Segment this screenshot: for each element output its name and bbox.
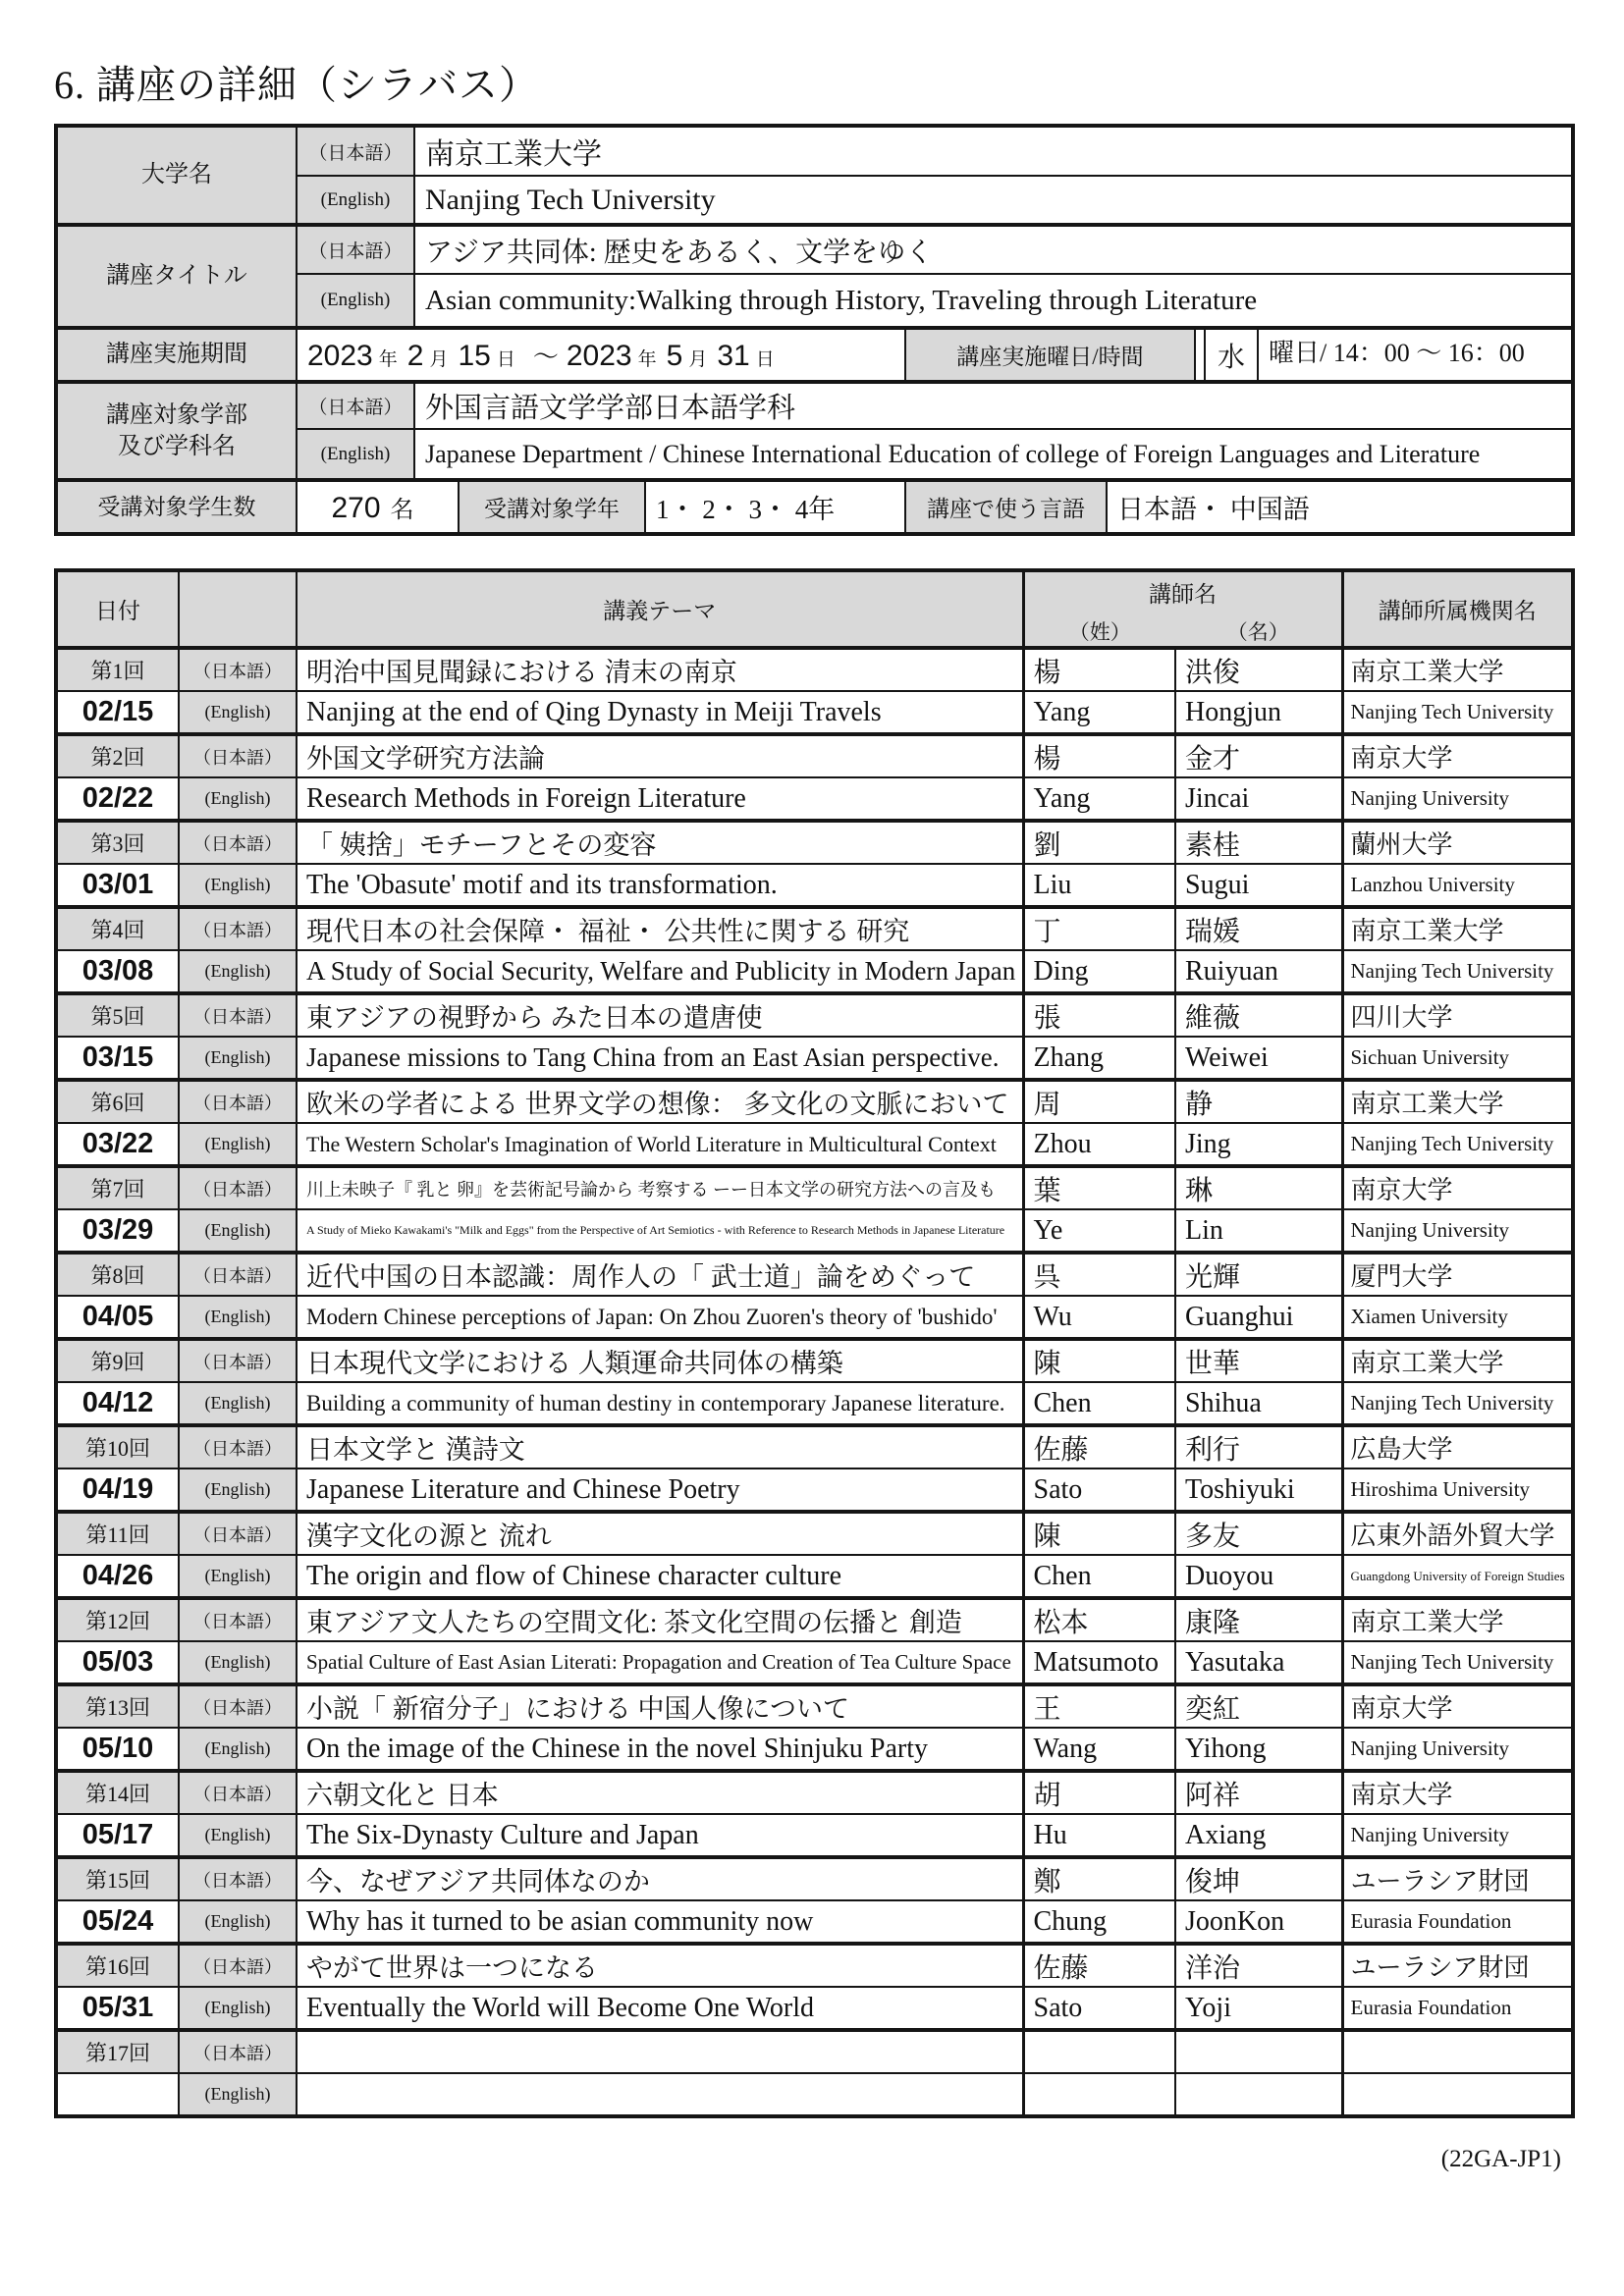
lecturer-sei-jp: 陳	[1023, 1512, 1175, 1555]
organization-jp: 南京工業大学	[1342, 1080, 1573, 1123]
lecturer-sei-jp: 松本	[1023, 1598, 1175, 1641]
lecturer-mei-jp: 俊坤	[1175, 1857, 1342, 1900]
university-label: 大学名	[56, 126, 297, 225]
lecturer-sei-en: Chen	[1023, 1382, 1175, 1425]
lecturer-mei-en: Jincai	[1175, 777, 1342, 821]
lecturer-mei-jp: 光輝	[1175, 1253, 1342, 1296]
lang-tag-en: (English)	[179, 1037, 297, 1080]
lecturer-sei-jp: 陳	[1023, 1339, 1175, 1382]
lecturer-sei-en: Ding	[1023, 950, 1175, 993]
lecturer-sei-en: Ye	[1023, 1209, 1175, 1253]
organization-jp: 南京大学	[1342, 1166, 1573, 1209]
course-language-value: 日本語・ 中国語	[1107, 480, 1573, 534]
session-theme-en: The origin and flow of Chinese character culture	[297, 1555, 1023, 1598]
lecturer-mei-en: Shihua	[1175, 1382, 1342, 1425]
lecturer-sei-jp: 佐藤	[1023, 1425, 1175, 1468]
session-number: 第16回	[56, 1944, 179, 1987]
lecturer-sei-en: Liu	[1023, 864, 1175, 907]
lang-tag-en: (English)	[297, 274, 414, 328]
course-title-jp: アジア共同体: 歴史をあるく、文学をゆく	[414, 225, 1573, 274]
session-number: 第10回	[56, 1425, 179, 1468]
organization-jp: 四川大学	[1342, 993, 1573, 1037]
organization-en	[1342, 2073, 1573, 2116]
organization-en: Nanjing University	[1342, 1814, 1573, 1857]
organization-jp	[1342, 2030, 1573, 2073]
lang-tag-en: (English)	[297, 429, 414, 480]
lang-tag-jp: （日本語）	[179, 993, 297, 1037]
organization-jp: ユーラシア財団	[1342, 1857, 1573, 1900]
lang-tag-jp: （日本語）	[297, 225, 414, 274]
lecturer-sei-jp: 周	[1023, 1080, 1175, 1123]
lecturer-sei-jp	[1023, 2030, 1175, 2073]
organization-jp: 南京大学	[1342, 734, 1573, 777]
department-label: 講座対象学部 及び学科名	[56, 382, 297, 480]
lecturer-mei-jp: 世華	[1175, 1339, 1342, 1382]
lang-tag-jp: （日本語）	[179, 1598, 297, 1641]
department-jp: 外国言語文学学部日本語学科	[414, 382, 1573, 429]
session-theme-jp: 近代中国の日本認識：周作人の「 武士道」論をめぐって	[297, 1253, 1023, 1296]
lang-tag-jp: （日本語）	[179, 2030, 297, 2073]
session-theme-en: The 'Obasute' motif and its transformation.	[297, 864, 1023, 907]
session-theme-en: Building a community of human destiny in contemporary Japanese literature.	[297, 1382, 1023, 1425]
organization-jp: 蘭州大学	[1342, 821, 1573, 864]
period-end-day: 31	[717, 340, 750, 372]
session-theme-en	[297, 2073, 1023, 2116]
session-date: 05/03	[56, 1641, 179, 1684]
course-title-label: 講座タイトル	[56, 225, 297, 328]
lang-tag-en: (English)	[179, 1987, 297, 2030]
period-value: 2023 年 2 月 15 日 ～ 2023 年 5 月 31 日	[297, 328, 905, 382]
lang-tag-jp: （日本語）	[179, 648, 297, 691]
session-date: 03/01	[56, 864, 179, 907]
lang-tag-en: (English)	[179, 864, 297, 907]
lecturer-sei-en: Sato	[1023, 1468, 1175, 1512]
session-theme-jp: 「 姨捨」モチーフとその変容	[297, 821, 1023, 864]
lecturer-mei-jp: 多友	[1175, 1512, 1342, 1555]
session-number: 第4回	[56, 907, 179, 950]
session-date: 04/26	[56, 1555, 179, 1598]
lang-tag-jp: （日本語）	[179, 1684, 297, 1728]
session-theme-en: The Western Scholar's Imagination of World Literature in Multicultural Context	[297, 1123, 1023, 1166]
lecturer-mei-en: Hongjun	[1175, 691, 1342, 734]
header-sei: （姓）	[1068, 620, 1131, 644]
organization-jp: ユーラシア財団	[1342, 1944, 1573, 1987]
organization-en: Nanjing University	[1342, 1728, 1573, 1771]
lang-tag-jp: （日本語）	[179, 1857, 297, 1900]
lecturer-sei-jp: 呉	[1023, 1253, 1175, 1296]
session-date: 03/22	[56, 1123, 179, 1166]
lecturer-mei-en: Weiwei	[1175, 1037, 1342, 1080]
university-name-en: Nanjing Tech University	[414, 176, 1573, 225]
session-theme-jp: 川上未映子『 乳と 卵』を芸術記号論から 考察する ーー日本文学の研究方法への言及も	[297, 1166, 1023, 1209]
organization-en: Nanjing Tech University	[1342, 950, 1573, 993]
lang-tag-en: (English)	[179, 2073, 297, 2116]
lang-tag-en: (English)	[179, 1296, 297, 1339]
session-number: 第7回	[56, 1166, 179, 1209]
course-language-label: 講座で使う言語	[905, 480, 1107, 534]
lang-tag-en: (English)	[179, 777, 297, 821]
session-date: 02/22	[56, 777, 179, 821]
organization-en: Nanjing Tech University	[1342, 1382, 1573, 1425]
lecturer-sei-jp: 楊	[1023, 734, 1175, 777]
lecturer-sei-en: Chung	[1023, 1900, 1175, 1944]
lecturer-mei-jp: 金才	[1175, 734, 1342, 777]
lang-tag-jp: （日本語）	[179, 1166, 297, 1209]
grade-value: 1・ 2・ 3・ 4年	[645, 480, 905, 534]
session-theme-en: A Study of Mieko Kawakami's "Milk and Eggs" from the Perspective of Art Semiotics - with Reference to Research Methods in Japanese Literature	[297, 1209, 1023, 1253]
lang-tag-en: (English)	[179, 1900, 297, 1944]
organization-jp: 南京工業大学	[1342, 1598, 1573, 1641]
session-theme-en: Why has it turned to be asian community now	[297, 1900, 1023, 1944]
lecturer-sei-jp: 鄭	[1023, 1857, 1175, 1900]
session-theme-jp: やがて世界は一つになる	[297, 1944, 1023, 1987]
organization-jp: 広東外語外貿大学	[1342, 1512, 1573, 1555]
header-lecturer: 講師名 （姓） （名）	[1023, 570, 1342, 648]
lecturer-mei-jp: 阿祥	[1175, 1771, 1342, 1814]
organization-jp: 南京大学	[1342, 1684, 1573, 1728]
header-organization: 講師所属機関名	[1342, 570, 1573, 648]
organization-jp: 南京工業大学	[1342, 907, 1573, 950]
session-number: 第3回	[56, 821, 179, 864]
session-theme-en: Research Methods in Foreign Literature	[297, 777, 1023, 821]
time-text: 曜日/ 14：00 ～ 16：00	[1269, 338, 1525, 367]
lecturer-mei-jp: 奕紅	[1175, 1684, 1342, 1728]
lang-tag-jp: （日本語）	[179, 907, 297, 950]
lang-tag-en: (English)	[179, 1641, 297, 1684]
organization-jp: 南京工業大学	[1342, 1339, 1573, 1382]
lecturer-sei-jp: 劉	[1023, 821, 1175, 864]
lecturer-mei-jp: 利行	[1175, 1425, 1342, 1468]
lecturer-mei-jp: 琳	[1175, 1166, 1342, 1209]
students-label: 受講対象学生数	[56, 480, 297, 534]
session-number: 第8回	[56, 1253, 179, 1296]
lecturer-mei-jp: 素桂	[1175, 821, 1342, 864]
lecturer-sei-en: Sato	[1023, 1987, 1175, 2030]
organization-en: Guangdong University of Foreign Studies	[1342, 1555, 1573, 1598]
page-code: (22GA-JP1)	[1440, 2146, 1561, 2172]
session-theme-en: Eventually the World will Become One World	[297, 1987, 1023, 2030]
lecturer-sei-jp: 佐藤	[1023, 1944, 1175, 1987]
lang-tag-jp: （日本語）	[179, 1944, 297, 1987]
organization-en: Nanjing Tech University	[1342, 1641, 1573, 1684]
lecturer-mei-en: Axiang	[1175, 1814, 1342, 1857]
period-end-year: 2023	[566, 340, 632, 372]
lecturer-mei-en: Ruiyuan	[1175, 950, 1342, 993]
lecturer-mei-jp: 静	[1175, 1080, 1342, 1123]
header-theme: 講義テーマ	[297, 570, 1023, 648]
lang-tag-jp: （日本語）	[179, 1253, 297, 1296]
session-theme-en: The Six-Dynasty Culture and Japan	[297, 1814, 1023, 1857]
lang-tag-en: (English)	[297, 176, 414, 225]
lecturer-sei-en: Wang	[1023, 1728, 1175, 1771]
organization-jp: 厦門大学	[1342, 1253, 1573, 1296]
session-number: 第1回	[56, 648, 179, 691]
session-number: 第14回	[56, 1771, 179, 1814]
session-theme-en: Nanjing at the end of Qing Dynasty in Meiji Travels	[297, 691, 1023, 734]
organization-en: Eurasia Foundation	[1342, 1900, 1573, 1944]
organization-jp: 広島大学	[1342, 1425, 1573, 1468]
page-title: 6. 講座の詳細（シラバス）	[54, 63, 539, 107]
lang-tag-en: (English)	[179, 691, 297, 734]
lecturer-mei-jp: 洋治	[1175, 1944, 1342, 1987]
period-label: 講座実施期間	[56, 328, 297, 382]
university-name-jp: 南京工業大学	[414, 126, 1573, 176]
lecturer-sei-en: Chen	[1023, 1555, 1175, 1598]
lecturer-mei-en: Toshiyuki	[1175, 1468, 1342, 1512]
session-number: 第9回	[56, 1339, 179, 1382]
period-start-day: 15	[458, 340, 491, 372]
session-number: 第5回	[56, 993, 179, 1037]
lang-tag-en: (English)	[179, 1468, 297, 1512]
lecturer-sei-en	[1023, 2073, 1175, 2116]
daytime-value	[1195, 328, 1573, 382]
lecturer-mei-jp	[1175, 2030, 1342, 2073]
lang-tag-jp: （日本語）	[179, 1339, 297, 1382]
lang-tag-jp: （日本語）	[179, 821, 297, 864]
lecturer-sei-en: Wu	[1023, 1296, 1175, 1339]
organization-en: Eurasia Foundation	[1342, 1987, 1573, 2030]
session-date	[56, 2073, 179, 2116]
lecturer-mei-jp: 洪俊	[1175, 648, 1342, 691]
lecturer-sei-en: Hu	[1023, 1814, 1175, 1857]
lang-tag-jp: （日本語）	[179, 1771, 297, 1814]
course-title-en: Asian community:Walking through History, Traveling through Literature	[414, 274, 1573, 328]
organization-en: Nanjing Tech University	[1342, 1123, 1573, 1166]
lecturer-mei-en: Yoji	[1175, 1987, 1342, 2030]
lang-tag-jp: （日本語）	[297, 382, 414, 429]
session-theme-jp: 六朝文化と 日本	[297, 1771, 1023, 1814]
session-number: 第17回	[56, 2030, 179, 2073]
session-date: 03/08	[56, 950, 179, 993]
session-theme-jp: 東アジアの視野から みた日本の遣唐使	[297, 993, 1023, 1037]
session-number: 第2回	[56, 734, 179, 777]
session-date: 02/15	[56, 691, 179, 734]
organization-en: Lanzhou University	[1342, 864, 1573, 907]
session-number: 第13回	[56, 1684, 179, 1728]
session-number: 第12回	[56, 1598, 179, 1641]
period-start-year: 2023	[307, 340, 373, 372]
session-date: 03/29	[56, 1209, 179, 1253]
session-date: 05/17	[56, 1814, 179, 1857]
lang-tag-jp: （日本語）	[179, 1080, 297, 1123]
lang-tag-en: (English)	[179, 1728, 297, 1771]
lecturer-mei-en: Sugui	[1175, 864, 1342, 907]
lecturer-mei-en: Lin	[1175, 1209, 1342, 1253]
session-number: 第11回	[56, 1512, 179, 1555]
session-theme-en: Modern Chinese perceptions of Japan: On Zhou Zuoren's theory of 'bushido'	[297, 1296, 1023, 1339]
session-date: 05/24	[56, 1900, 179, 1944]
lecturer-mei-en: JoonKon	[1175, 1900, 1342, 1944]
lecturer-sei-en: Yang	[1023, 691, 1175, 734]
lang-tag-en: (English)	[179, 1123, 297, 1166]
session-number: 第6回	[56, 1080, 179, 1123]
lecturer-sei-jp: 張	[1023, 993, 1175, 1037]
students-count: 270 名	[297, 480, 459, 534]
department-en: Japanese Department / Chinese International Education of college of Foreign Languages and Literature	[414, 429, 1573, 480]
lecturer-mei-en: Yasutaka	[1175, 1641, 1342, 1684]
lecturer-sei-jp: 丁	[1023, 907, 1175, 950]
lang-tag-en: (English)	[179, 1382, 297, 1425]
session-theme-jp: 明治中国見聞録における 清末の南京	[297, 648, 1023, 691]
lecturer-mei-en: Jing	[1175, 1123, 1342, 1166]
lang-tag-en: (English)	[179, 1814, 297, 1857]
session-date: 05/31	[56, 1987, 179, 2030]
session-theme-en: A Study of Social Security, Welfare and Publicity in Modern Japan	[297, 950, 1023, 993]
lecturer-mei-en: Duoyou	[1175, 1555, 1342, 1598]
organization-jp: 南京大学	[1342, 1771, 1573, 1814]
lecturer-sei-jp: 楊	[1023, 648, 1175, 691]
daytime-label: 講座実施曜日/時間	[905, 328, 1195, 382]
session-theme-jp: 漢字文化の源と 流れ	[297, 1512, 1023, 1555]
session-date: 04/05	[56, 1296, 179, 1339]
session-theme-jp: 日本文学と 漢詩文	[297, 1425, 1023, 1468]
lecturer-mei-jp: 維薇	[1175, 993, 1342, 1037]
lang-tag-jp: （日本語）	[179, 734, 297, 777]
organization-en: Nanjing University	[1342, 1209, 1573, 1253]
lecturer-sei-jp: 葉	[1023, 1166, 1175, 1209]
lang-tag-jp: （日本語）	[179, 1425, 297, 1468]
lang-tag-en: (English)	[179, 1555, 297, 1598]
organization-en: Xiamen University	[1342, 1296, 1573, 1339]
lecturer-mei-en: Yihong	[1175, 1728, 1342, 1771]
session-theme-en: Spatial Culture of East Asian Literati: Propagation and Creation of Tea Culture Space	[297, 1641, 1023, 1684]
session-theme-jp: 日本現代文学における 人類運命共同体の構築	[297, 1339, 1023, 1382]
session-theme-jp: 今、なぜアジア共同体なのか	[297, 1857, 1023, 1900]
course-info-table	[54, 124, 1575, 536]
session-theme-jp: 現代日本の社会保障・ 福祉・ 公共性に関する 研究	[297, 907, 1023, 950]
session-theme-en: Japanese missions to Tang China from an East Asian perspective.	[297, 1037, 1023, 1080]
session-theme-jp: 小説「 新宿分子」における 中国人像について	[297, 1684, 1023, 1728]
session-theme-en: On the image of the Chinese in the novel Shinjuku Party	[297, 1728, 1023, 1771]
weekday-box: 水	[1204, 328, 1259, 382]
organization-jp: 南京工業大学	[1342, 648, 1573, 691]
session-date: 03/15	[56, 1037, 179, 1080]
lecturer-sei-jp: 王	[1023, 1684, 1175, 1728]
lang-tag-en: (English)	[179, 1209, 297, 1253]
header-blank	[179, 570, 297, 648]
lecturer-sei-en: Zhou	[1023, 1123, 1175, 1166]
session-theme-jp: 外国文学研究方法論	[297, 734, 1023, 777]
grade-label: 受講対象学年	[459, 480, 645, 534]
session-date: 04/12	[56, 1382, 179, 1425]
period-start-month: 2	[406, 340, 424, 372]
period-end-month: 5	[666, 340, 683, 372]
header-mei: （名）	[1226, 620, 1289, 644]
lecturer-sei-en: Yang	[1023, 777, 1175, 821]
session-theme-jp: 東アジア文人たちの空間文化: 茶文化空間の伝播と 創造	[297, 1598, 1023, 1641]
lang-tag-en: (English)	[179, 950, 297, 993]
organization-en: Nanjing Tech University	[1342, 691, 1573, 734]
session-number: 第15回	[56, 1857, 179, 1900]
organization-en: Hiroshima University	[1342, 1468, 1573, 1512]
session-theme-en: Japanese Literature and Chinese Poetry	[297, 1468, 1023, 1512]
lecturer-sei-jp: 胡	[1023, 1771, 1175, 1814]
session-theme-jp	[297, 2030, 1023, 2073]
session-date: 04/19	[56, 1468, 179, 1512]
lecturer-mei-jp: 瑞媛	[1175, 907, 1342, 950]
lang-tag-jp: （日本語）	[297, 126, 414, 176]
lecturer-mei-en	[1175, 2073, 1342, 2116]
lecturer-mei-en: Guanghui	[1175, 1296, 1342, 1339]
syllabus-table	[54, 568, 1575, 2118]
lang-tag-jp: （日本語）	[179, 1512, 297, 1555]
organization-en: Sichuan University	[1342, 1037, 1573, 1080]
session-date: 05/10	[56, 1728, 179, 1771]
organization-en: Nanjing University	[1342, 777, 1573, 821]
header-date: 日付	[56, 570, 179, 648]
lecturer-mei-jp: 康隆	[1175, 1598, 1342, 1641]
lecturer-sei-en: Zhang	[1023, 1037, 1175, 1080]
lecturer-sei-en: Matsumoto	[1023, 1641, 1175, 1684]
session-theme-jp: 欧米の学者による 世界文学の想像： 多文化の文脈において	[297, 1080, 1023, 1123]
